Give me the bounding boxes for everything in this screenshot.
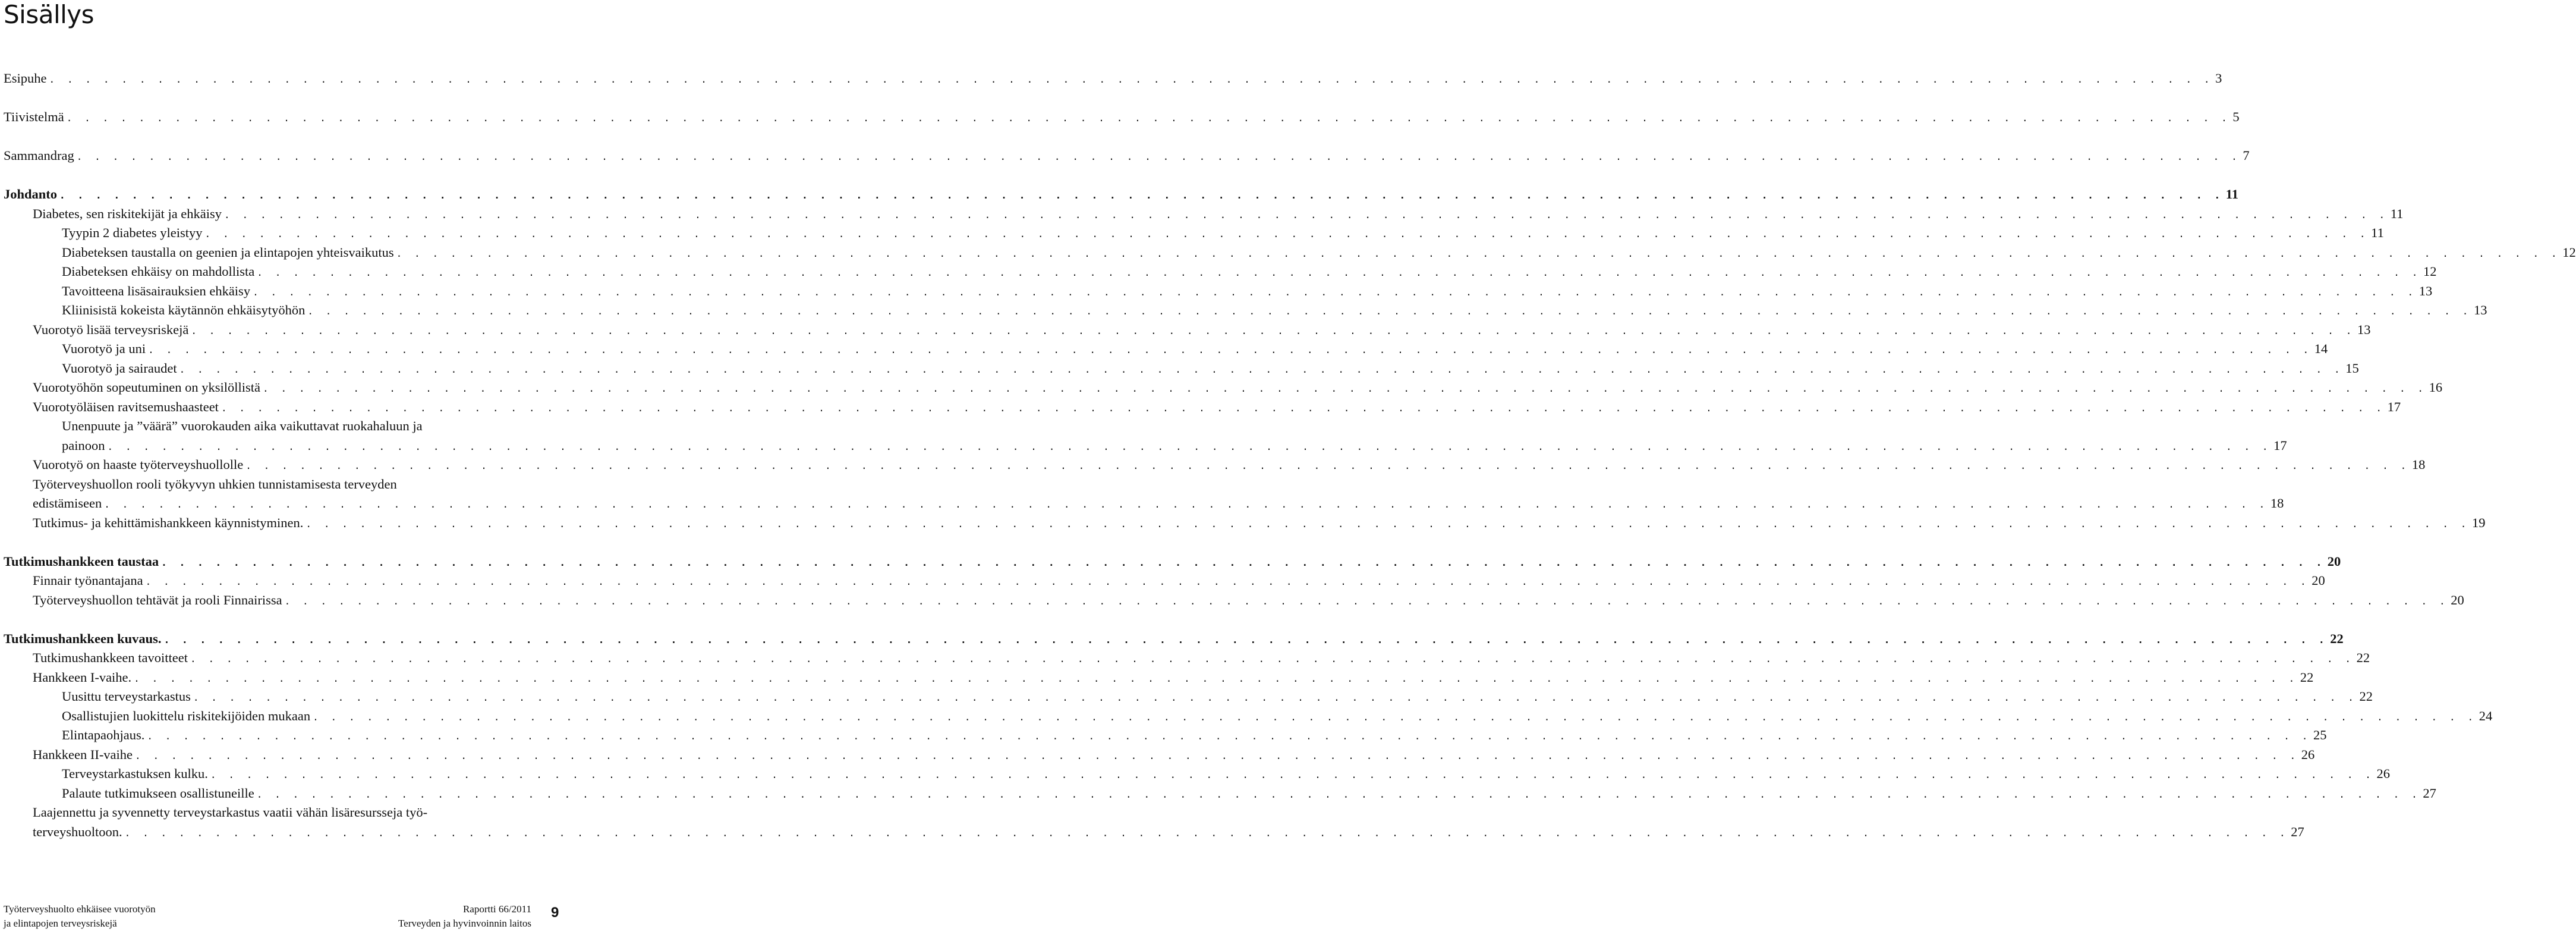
toc-entry-label: Diabetes, sen riskitekijät ja ehkäisy — [33, 206, 222, 221]
toc-entry-label: Vuorotyö lisää terveysriskejä — [33, 322, 189, 337]
toc-dot-leader: . . . . . . . . . . . . . . . . . . . . . . . . . . . . . . . . . . . . . . . . . . . . . . . . . . . . . . . . . . . . . . . . . . . . . . . . . . . . . . . . . . . . . . . . . . . . . . . . . . . . . . . . . . . . . . . . . . . . . . . . — [148, 344, 2312, 355]
toc-entry-page: 20 — [2451, 592, 2464, 607]
toc-entry-label: Vuorotyö on haaste työterveyshuollolle — [33, 457, 244, 472]
footer-right — [398, 902, 531, 931]
toc-entry[interactable] — [33, 824, 2304, 842]
toc-entry-page: 11 — [2390, 206, 2404, 221]
toc-entry-page: 22 — [2359, 689, 2373, 704]
toc-entry[interactable] — [62, 766, 2391, 783]
toc-entry-page: 13 — [2473, 303, 2487, 317]
toc-entry-label: Finnair työnantajana — [33, 573, 143, 588]
toc-entry[interactable] — [4, 553, 2341, 571]
toc-entry-label: Diabeteksen taustalla on geenien ja elintapojen yhteisvaikutus — [62, 244, 394, 260]
toc-dot-leader: . . . . . . . . . . . . . . . . . . . . . . . . . . . . . . . . . . . . . . . . . . . . . . . . . . . . . . . . . . . . . . . . . . . . . . . . . . . . . . . . . . . . . . . . . . . . . . . . . . . . . . . . . . . . . . . . . . . . . . . . — [224, 209, 2388, 220]
toc-entry-label: Terveystarkastuksen kulku. — [62, 766, 208, 781]
toc-entry[interactable] — [33, 379, 2443, 397]
toc-entry-page: 12 — [2423, 264, 2437, 279]
toc-dot-leader: . . . . . . . . . . . . . . . . . . . . . . . . . . . . . . . . . . . . . . . . . . . . . . . . . . . . . . . . . . . . . . . . . . . . . . . . . . . . . . . . . . . . . . . . . . . . . . . . . . . . . . . . . . . . . . . . . . . . . . . . — [163, 634, 2328, 645]
page-number: 9 — [551, 905, 559, 921]
toc-entry-label: Hankkeen II-vaihe — [33, 746, 133, 762]
toc-entry-page: 13 — [2357, 322, 2371, 337]
toc-entry-label: edistämiseen — [33, 496, 102, 511]
toc-dot-leader: . . . . . . . . . . . . . . . . . . . . . . . . . . . . . . . . . . . . . . . . . . . . . . . . . . . . . . . . . . . . . . . . . . . . . . . . . . . . . . . . . . . . . . . . . . . . . . . . . . . . . . . . . . . . . . . . . . . . . . . . — [193, 692, 2357, 703]
toc-entry-label: Uusittu terveystarkastus — [62, 689, 191, 704]
toc-entry-label: Työterveyshuollon tehtävät ja rooli Finnairissa — [33, 592, 282, 607]
toc-entry[interactable] — [33, 456, 2426, 474]
toc-entry-label: Osallistujien luokittelu riskitekijöiden mukaan — [62, 708, 311, 723]
toc-dot-leader: . . . . . . . . . . . . . . . . . . . . . . . . . . . . . . . . . . . . . . . . . . . . . . . . . . . . . . . . . . . . . . . . . . . . . . . . . . . . . . . . . . . . . . . . . . . . . . . . . . . . . . . . . . . . . . . . . . . . . . . . — [307, 305, 2471, 317]
toc-entry[interactable] — [33, 495, 2284, 513]
toc-entry-label: Tiivistelmä — [4, 109, 64, 124]
toc-dot-leader: . . . . . . . . . . . . . . . . . . . . . . . . . . . . . . . . . . . . . . . . . . . . . . . . . . . . . . . . . . . . . . . . . . . . . . . . . . . . . . . . . . . . . . . . . . . . . . . . . . . . . . . . . . . . . . . . . . . . . . . . — [190, 653, 2354, 664]
toc-entry-label: Vuorotyöhön sopeutuminen on yksilöllistä — [33, 380, 261, 395]
toc-dot-leader: . . . . . . . . . . . . . . . . . . . . . . . . . . . . . . . . . . . . . . . . . . . . . . . . . . . . . . . . . . . . . . . . . . . . . . . . . . . . . . . . . . . . . . . . . . . . . . . . . . . . . . . . . . . . . . . . . . . . . . . . — [253, 286, 2417, 298]
toc-entry-line1: Laajennettu ja syvennetty terveystarkastus vaatii vähän lisäresursseja työ- — [33, 805, 428, 820]
toc-entry-label: Tutkimus- ja kehittämishankkeen käynnistyminen. — [33, 515, 304, 530]
toc-dot-leader: . . . . . . . . . . . . . . . . . . . . . . . . . . . . . . . . . . . . . . . . . . . . . . . . . . . . . . . . . . . . . . . . . . . . . . . . . . . . . . . . . . . . . . . . . . . . . . . . . . . . . . . . . . . . . . . . . . . . . . . . — [257, 267, 2421, 278]
toc-entry[interactable] — [33, 669, 2314, 687]
toc-entry-page: 22 — [2300, 669, 2314, 685]
toc-dot-leader: . . . . . . . . . . . . . . . . . . . . . . . . . . . . . . . . . . . . . . . . . . . . . . . . . . . . . . . . . . . . . . . . . . . . . . . . . . . . . . . . . . . . . . . . . . . . . . . . . . . . . . . . . . . . . . . . . . . . . . . . — [104, 499, 2268, 510]
toc-dot-leader: . . . . . . . . . . . . . . . . . . . . . . . . . . . . . . . . . . . . . . . . . . . . . . . . . . . . . . . . . . . . . . . . . . . . . . . . . . . . . . . . . . . . . . . . . . . . . . . . . . . . . . . . . . . . . . . . . . . . . . . . — [204, 228, 2369, 240]
footer-left-line1: Työterveyshuolto ehkäisee vuorotyön — [4, 903, 156, 915]
toc-entry-label: Vuorotyöläisen ravitsemushaasteet — [33, 399, 219, 414]
toc-dot-leader: . . . . . . . . . . . . . . . . . . . . . . . . . . . . . . . . . . . . . . . . . . . . . . . . . . . . . . . . . . . . . . . . . . . . . . . . . . . . . . . . . . . . . . . . . . . . . . . . . . . . . . . . . . . . . . . . . . . . . . . . — [284, 595, 2449, 607]
toc-dot-leader: . . . . . . . . . . . . . . . . . . . . . . . . . . . . . . . . . . . . . . . . . . . . . . . . . . . . . . . . . . . . . . . . . . . . . . . . . . . . . . . . . . . . . . . . . . . . . . . . . . . . . . . . . . . . . . . . . . . . . . . . — [145, 576, 2310, 587]
toc-entry-label: Esipuhe — [4, 71, 47, 86]
toc-entry[interactable] — [4, 109, 2240, 127]
toc-entry-label: Diabeteksen ehkäisy on mahdollista — [62, 264, 255, 279]
footer-right-line2: Terveyden ja hyvinvoinnin laitos — [398, 918, 531, 929]
toc-dot-leader: . . . . . . . . . . . . . . . . . . . . . . . . . . . . . . . . . . . . . . . . . . . . . . . . . . . . . . . . . . . . . . . . . . . . . . . . . . . . . . . . . . . . . . . . . . . . . . . . . . . . . . . . . . . . . . . . . . . . . . . . — [76, 151, 2241, 162]
toc-entry-label: Tutkimushankkeen tavoitteet — [33, 650, 188, 665]
toc-entry[interactable] — [4, 70, 2222, 88]
toc-dot-leader: . . . . . . . . . . . . . . . . . . . . . . . . . . . . . . . . . . . . . . . . . . . . . . . . . . . . . . . . . . . . . . . . . . . . . . . . . . . . . . . . . . . . . . . . . . . . . . . . . . . . . . . . . . . . . . . . . . . . . . . . — [191, 325, 2355, 336]
toc-entry[interactable] — [62, 302, 2487, 320]
toc-entry-page: 24 — [2479, 708, 2493, 723]
toc-entry[interactable] — [62, 708, 2493, 726]
toc-entry[interactable] — [62, 437, 2287, 455]
toc-entry-page: 7 — [2243, 148, 2250, 163]
toc-entry-page: 27 — [2291, 824, 2304, 839]
toc-entry-page: 11 — [2225, 187, 2238, 201]
toc-entry[interactable] — [33, 206, 2404, 223]
toc-entry-page: 12 — [2562, 244, 2576, 260]
toc-entry-label: Tavoitteena lisäsairauksien ehkäisy — [62, 283, 251, 298]
toc-entry[interactable] — [62, 283, 2433, 301]
toc-entry[interactable] — [4, 631, 2344, 648]
toc-dot-leader: . . . . . . . . . . . . . . . . . . . . . . . . . . . . . . . . . . . . . . . . . . . . . . . . . . . . . . . . . . . . . . . . . . . . . . . . . . . . . . . . . . . . . . . . . . . . . . . . . . . . . . . . . . . . . . . . . . . . . . . . — [396, 247, 2561, 259]
toc-entry-line1: Työterveyshuollon rooli työkyvyn uhkien tunnistamisesta terveyden — [33, 476, 397, 492]
toc-entry-label: Vuorotyö ja sairaudet — [62, 360, 177, 376]
page-title: Sisällys — [4, 0, 95, 29]
toc-entry[interactable] — [4, 147, 2250, 165]
toc-entry-label: Elintapaohjaus. — [62, 727, 145, 742]
toc-dot-leader: . . . . . . . . . . . . . . . . . . . . . . . . . . . . . . . . . . . . . . . . . . . . . . . . . . . . . . . . . . . . . . . . . . . . . . . . . . . . . . . . . . . . . . . . . . . . . . . . . . . . . . . . . . . . . . . . . . . . . . . . — [263, 383, 2427, 394]
toc-entry-page: 25 — [2313, 727, 2327, 742]
toc-dot-leader: . . . . . . . . . . . . . . . . . . . . . . . . . . . . . . . . . . . . . . . . . . . . . . . . . . . . . . . . . . . . . . . . . . . . . . . . . . . . . . . . . . . . . . . . . . . . . . . . . . . . . . . . . . . . . . . . . . . . . . . . — [179, 363, 2344, 375]
toc-entry[interactable] — [33, 515, 2486, 533]
toc-dot-leader: . . . . . . . . . . . . . . . . . . . . . . . . . . . . . . . . . . . . . . . . . . . . . . . . . . . . . . . . . . . . . . . . . . . . . . . . . . . . . . . . . . . . . . . . . . . . . . . . . . . . . . . . . . . . . . . . . . . . . . . . — [66, 112, 2231, 124]
toc-entry[interactable] — [62, 225, 2384, 242]
toc-dot-leader: . . . . . . . . . . . . . . . . . . . . . . . . . . . . . . . . . . . . . . . . . . . . . . . . . . . . . . . . . . . . . . . . . . . . . . . . . . . . . . . . . . . . . . . . . . . . . . . . . . . . . . . . . . . . . . . . . . . . . . . . — [107, 440, 2272, 452]
toc-entry[interactable] — [62, 688, 2373, 706]
toc-entry[interactable] — [33, 572, 2325, 590]
toc-entry-page: 16 — [2429, 380, 2443, 395]
toc-entry-page: 26 — [2376, 766, 2391, 781]
toc-entry[interactable] — [62, 360, 2359, 378]
toc-entry-page: 26 — [2301, 746, 2315, 762]
toc-entry[interactable] — [62, 244, 2576, 262]
toc-entry-page: 22 — [2330, 631, 2344, 646]
toc-entry-page: 11 — [2371, 225, 2384, 240]
footer-right-line1: Raportti 66/2011 — [462, 903, 531, 915]
toc-entry-label: Johdanto — [4, 187, 58, 201]
toc-entry-label: Tutkimushankkeen kuvaus. — [4, 631, 162, 646]
toc-dot-leader: . . . . . . . . . . . . . . . . . . . . . . . . . . . . . . . . . . . . . . . . . . . . . . . . . . . . . . . . . . . . . . . . . . . . . . . . . . . . . . . . . . . . . . . . . . . . . . . . . . . . . . . . . . . . . . . . . . . . . . . . — [221, 402, 2385, 414]
toc-entry-page: 15 — [2345, 360, 2359, 376]
footer-left-line2: ja elintapojen terveysriskejä — [4, 918, 117, 929]
toc-entry[interactable] — [33, 592, 2464, 610]
toc-entry-label: Kliinisistä kokeista käytännön ehkäisytyöhön — [62, 303, 306, 317]
toc-entry-page: 20 — [2312, 573, 2325, 588]
toc-dot-leader: . . . . . . . . . . . . . . . . . . . . . . . . . . . . . . . . . . . . . . . . . . . . . . . . . . . . . . . . . . . . . . . . . . . . . . . . . . . . . . . . . . . . . . . . . . . . . . . . . . . . . . . . . . . . . . . . . . . . . . . . — [124, 827, 2289, 839]
toc-entry-page: 5 — [2232, 109, 2240, 124]
toc-dot-leader: . . . . . . . . . . . . . . . . . . . . . . . . . . . . . . . . . . . . . . . . . . . . . . . . . . . . . . . . . . . . . . . . . . . . . . . . . . . . . . . . . . . . . . . . . . . . . . . . . . . . . . . . . . . . . . . . . . . . . . . . — [306, 518, 2470, 530]
toc-entry-page: 18 — [2411, 457, 2426, 472]
toc-entry[interactable] — [62, 727, 2327, 745]
toc-entry[interactable] — [33, 650, 2370, 667]
footer-left — [4, 902, 156, 931]
toc-dot-leader: . . . . . . . . . . . . . . . . . . . . . . . . . . . . . . . . . . . . . . . . . . . . . . . . . . . . . . . . . . . . . . . . . . . . . . . . . . . . . . . . . . . . . . . . . . . . . . . . . . . . . . . . . . . . . . . . . . . . . . . . — [49, 74, 2213, 85]
toc-entry[interactable] — [62, 785, 2436, 803]
toc-dot-leader: . . . . . . . . . . . . . . . . . . . . . . . . . . . . . . . . . . . . . . . . . . . . . . . . . . . . . . . . . . . . . . . . . . . . . . . . . . . . . . . . . . . . . . . . . . . . . . . . . . . . . . . . . . . . . . . . . . . . . . . . — [134, 672, 2298, 684]
toc-entry-label: Sammandrag — [4, 148, 74, 163]
toc-dot-leader: . . . . . . . . . . . . . . . . . . . . . . . . . . . . . . . . . . . . . . . . . . . . . . . . . . . . . . . . . . . . . . . . . . . . . . . . . . . . . . . . . . . . . . . . . . . . . . . . . . . . . . . . . . . . . . . . . . . . . . . . — [135, 749, 2299, 761]
toc-entry-label: Tutkimushankkeen taustaa — [4, 553, 159, 569]
toc-dot-leader: . . . . . . . . . . . . . . . . . . . . . . . . . . . . . . . . . . . . . . . . . . . . . . . . . . . . . . . . . . . . . . . . . . . . . . . . . . . . . . . . . . . . . . . . . . . . . . . . . . . . . . . . . . . . . . . . . . . . . . . . — [161, 556, 2325, 568]
toc-entry-line1: Unenpuute ja ”väärä” vuorokauden aika vaikuttavat ruokahaluun ja — [62, 418, 423, 433]
toc-entry[interactable] — [62, 263, 2437, 281]
toc-dot-leader: . . . . . . . . . . . . . . . . . . . . . . . . . . . . . . . . . . . . . . . . . . . . . . . . . . . . . . . . . . . . . . . . . . . . . . . . . . . . . . . . . . . . . . . . . . . . . . . . . . . . . . . . . . . . . . . . . . . . . . . . — [210, 769, 2375, 780]
toc-entry-page: 18 — [2270, 496, 2284, 511]
toc-entry-page: 19 — [2472, 515, 2486, 530]
toc-dot-leader: . . . . . . . . . . . . . . . . . . . . . . . . . . . . . . . . . . . . . . . . . . . . . . . . . . . . . . . . . . . . . . . . . . . . . . . . . . . . . . . . . . . . . . . . . . . . . . . . . . . . . . . . . . . . . . . . . . . . . . . . — [256, 788, 2421, 800]
toc-entry[interactable] — [62, 341, 2328, 358]
toc-entry-page: 27 — [2423, 785, 2436, 801]
toc-entry-label: Vuorotyö ja uni — [62, 341, 146, 356]
toc-dot-leader: . . . . . . . . . . . . . . . . . . . . . . . . . . . . . . . . . . . . . . . . . . . . . . . . . . . . . . . . . . . . . . . . . . . . . . . . . . . . . . . . . . . . . . . . . . . . . . . . . . . . . . . . . . . . . . . . . . . . . . . . — [147, 730, 2311, 742]
toc-entry-page: 3 — [2215, 71, 2222, 86]
toc-dot-leader: . . . . . . . . . . . . . . . . . . . . . . . . . . . . . . . . . . . . . . . . . . . . . . . . . . . . . . . . . . . . . . . . . . . . . . . . . . . . . . . . . . . . . . . . . . . . . . . . . . . . . . . . . . . . . . . . . . . . . . . . — [59, 190, 2224, 201]
toc-dot-leader: . . . . . . . . . . . . . . . . . . . . . . . . . . . . . . . . . . . . . . . . . . . . . . . . . . . . . . . . . . . . . . . . . . . . . . . . . . . . . . . . . . . . . . . . . . . . . . . . . . . . . . . . . . . . . . . . . . . . . . . . — [245, 460, 2410, 471]
toc-entry-label: terveyshuoltoon. — [33, 824, 122, 839]
toc-entry-label: Hankkeen I-vaihe. — [33, 669, 132, 685]
toc-entry-label: Palaute tutkimukseen osallistuneille — [62, 785, 254, 801]
toc-entry[interactable] — [4, 186, 2238, 204]
toc-entry-label: Tyypin 2 diabetes yleistyy — [62, 225, 203, 240]
toc-entry-page: 17 — [2387, 399, 2401, 414]
toc-entry[interactable] — [33, 746, 2315, 764]
toc-entry-page: 22 — [2356, 650, 2370, 665]
toc-entry-page: 20 — [2327, 553, 2341, 569]
toc-entry[interactable] — [33, 399, 2401, 417]
toc-entry[interactable] — [33, 322, 2371, 339]
toc-entry-page: 13 — [2418, 283, 2433, 298]
toc-entry-page: 17 — [2273, 437, 2287, 453]
toc-dot-leader: . . . . . . . . . . . . . . . . . . . . . . . . . . . . . . . . . . . . . . . . . . . . . . . . . . . . . . . . . . . . . . . . . . . . . . . . . . . . . . . . . . . . . . . . . . . . . . . . . . . . . . . . . . . . . . . . . . . . . . . . — [313, 711, 2477, 723]
toc-entry-label: painoon — [62, 437, 105, 453]
toc-entry-page: 14 — [2314, 341, 2328, 356]
